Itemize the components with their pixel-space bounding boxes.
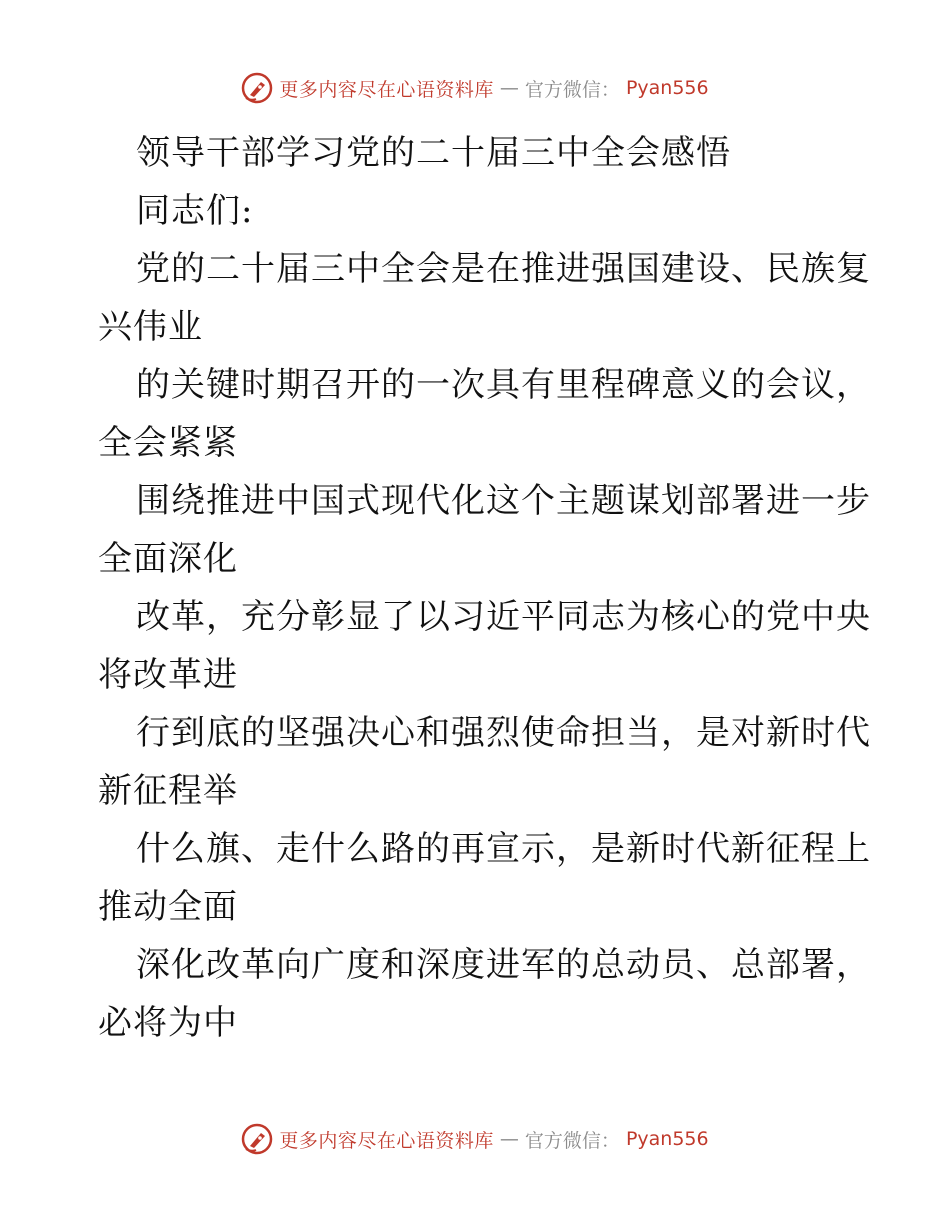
paragraph-line: 全会紧紧 — [98, 423, 238, 463]
paragraph-line: 将改革进 — [98, 655, 238, 695]
paragraph-line: 深化改革向广度和深度进军的总动员、总部署， — [136, 945, 871, 985]
document-body — [98, 124, 871, 1052]
watermark-wechat-id: Pyan556 — [625, 1128, 709, 1150]
header-watermark — [0, 72, 950, 104]
document-title: 领导干部学习党的二十届三中全会感悟 — [136, 133, 731, 173]
paragraph-line: 党的二十届三中全会是在推进强国建设、民族复 — [136, 249, 871, 289]
pen-nib-logo-icon — [241, 1123, 273, 1155]
watermark-wechat-label: 官方微信： — [524, 1129, 620, 1152]
paragraph-line: 必将为中 — [98, 1003, 238, 1043]
paragraph-line: 全面深化 — [98, 539, 238, 579]
footer-watermark — [0, 1123, 950, 1155]
pen-nib-logo-icon — [241, 72, 273, 104]
watermark-wechat-id: Pyan556 — [625, 77, 709, 99]
watermark-wechat-label: 官方微信： — [524, 78, 620, 101]
paragraph-line: 的关键时期召开的一次具有里程碑意义的会议， — [136, 365, 871, 405]
paragraph-line: 新征程举 — [98, 771, 238, 811]
paragraph-line: 改革，充分彰显了以习近平同志为核心的党中央 — [136, 597, 871, 637]
watermark-separator: — — [499, 77, 519, 99]
watermark-separator: — — [499, 1128, 519, 1150]
paragraph-line: 围绕推进中国式现代化这个主题谋划部署进一步 — [136, 481, 871, 521]
greeting: 同志们: — [136, 191, 254, 231]
paragraph-line: 推动全面 — [98, 887, 238, 927]
paragraph-line: 什么旗、走什么路的再宣示，是新时代新征程上 — [136, 829, 871, 869]
paragraph-line: 兴伟业 — [98, 307, 203, 347]
watermark-text: 更多内容尽在心语资料库 — [279, 1129, 494, 1152]
paragraph-line: 行到底的坚强决心和强烈使命担当，是对新时代 — [136, 713, 871, 753]
watermark-text: 更多内容尽在心语资料库 — [279, 78, 494, 101]
